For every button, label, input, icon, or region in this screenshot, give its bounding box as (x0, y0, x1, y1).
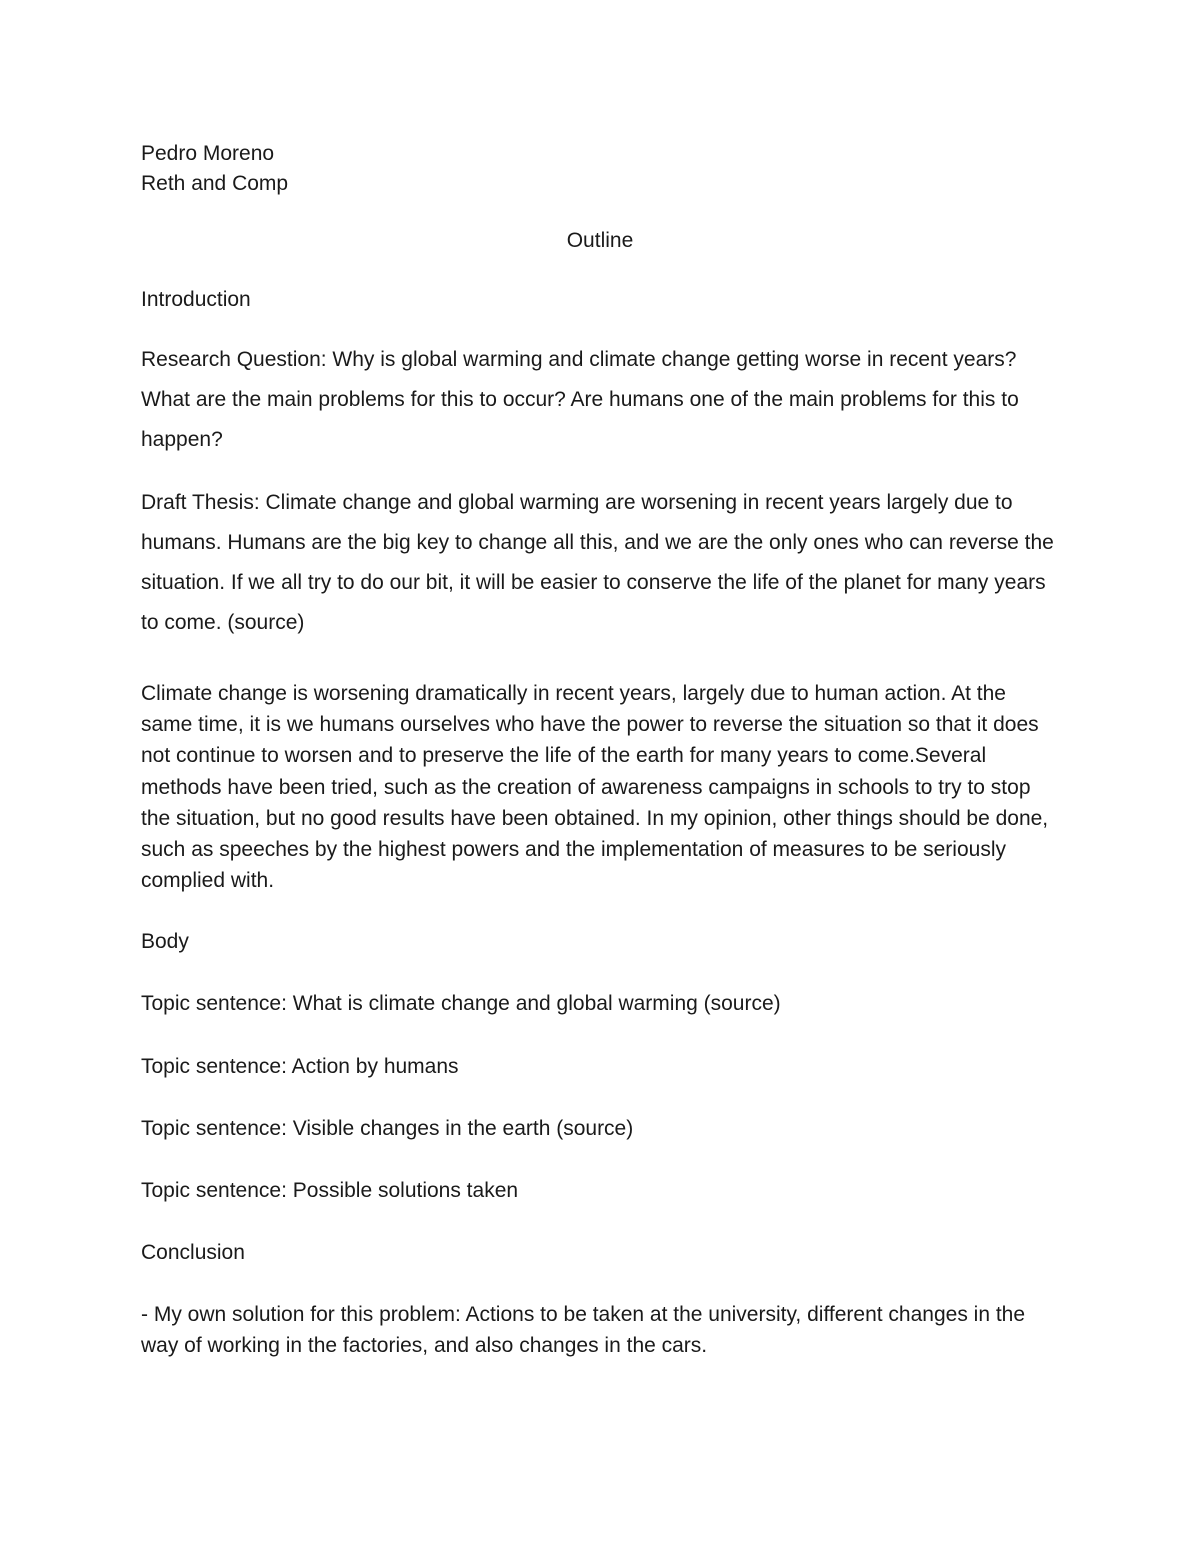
draft-thesis: Draft Thesis: Climate change and global warming are worsening in recent years largely due to humans. Humans are the big key to change all this, and we are the only ones who can reverse the situation. If we all try to do our bit, it will be easier to conserve the life of the planet for many years to come. (source) (141, 491, 1054, 634)
body-heading: Body (141, 930, 189, 953)
course-name: Reth and Comp (141, 172, 289, 195)
topic-sentence-1: Topic sentence: What is climate change and global warming (source) (141, 992, 781, 1015)
introduction-heading: Introduction (141, 288, 251, 311)
document-title: Outline (566, 229, 634, 252)
conclusion-text: - My own solution for this problem: Actions to be taken at the university, different changes in the way of working in the factories, and also changes in the cars. (141, 1303, 1026, 1358)
research-question: Research Question: Why is global warming and climate change getting worse in recent years? What are the main problems for this to occur? Are humans one of the main problems for this to happen? (141, 348, 1019, 451)
topic-sentence-2: Topic sentence: Action by humans (141, 1055, 459, 1078)
topic-sentence-4: Topic sentence: Possible solutions taken (141, 1179, 519, 1202)
introduction-paragraph: Climate change is worsening dramatically in recent years, largely due to human action. At the same time, it is we humans ourselves who have the power to reverse the situation so that it does not continue to worsen and to preserve the life of the earth for many years to come.Several methods have been tried, such as the creation of awareness campaigns in schools to try to stop the situation, but no good results have been obtained. In my opinion, other things should be done, such as speeches by the highest powers and the implementation of measures to be seriously complied with. (141, 682, 1049, 893)
topic-sentence-3: Topic sentence: Visible changes in the earth (source) (141, 1117, 634, 1140)
conclusion-heading: Conclusion (141, 1241, 245, 1264)
author-name: Pedro Moreno (141, 142, 275, 165)
